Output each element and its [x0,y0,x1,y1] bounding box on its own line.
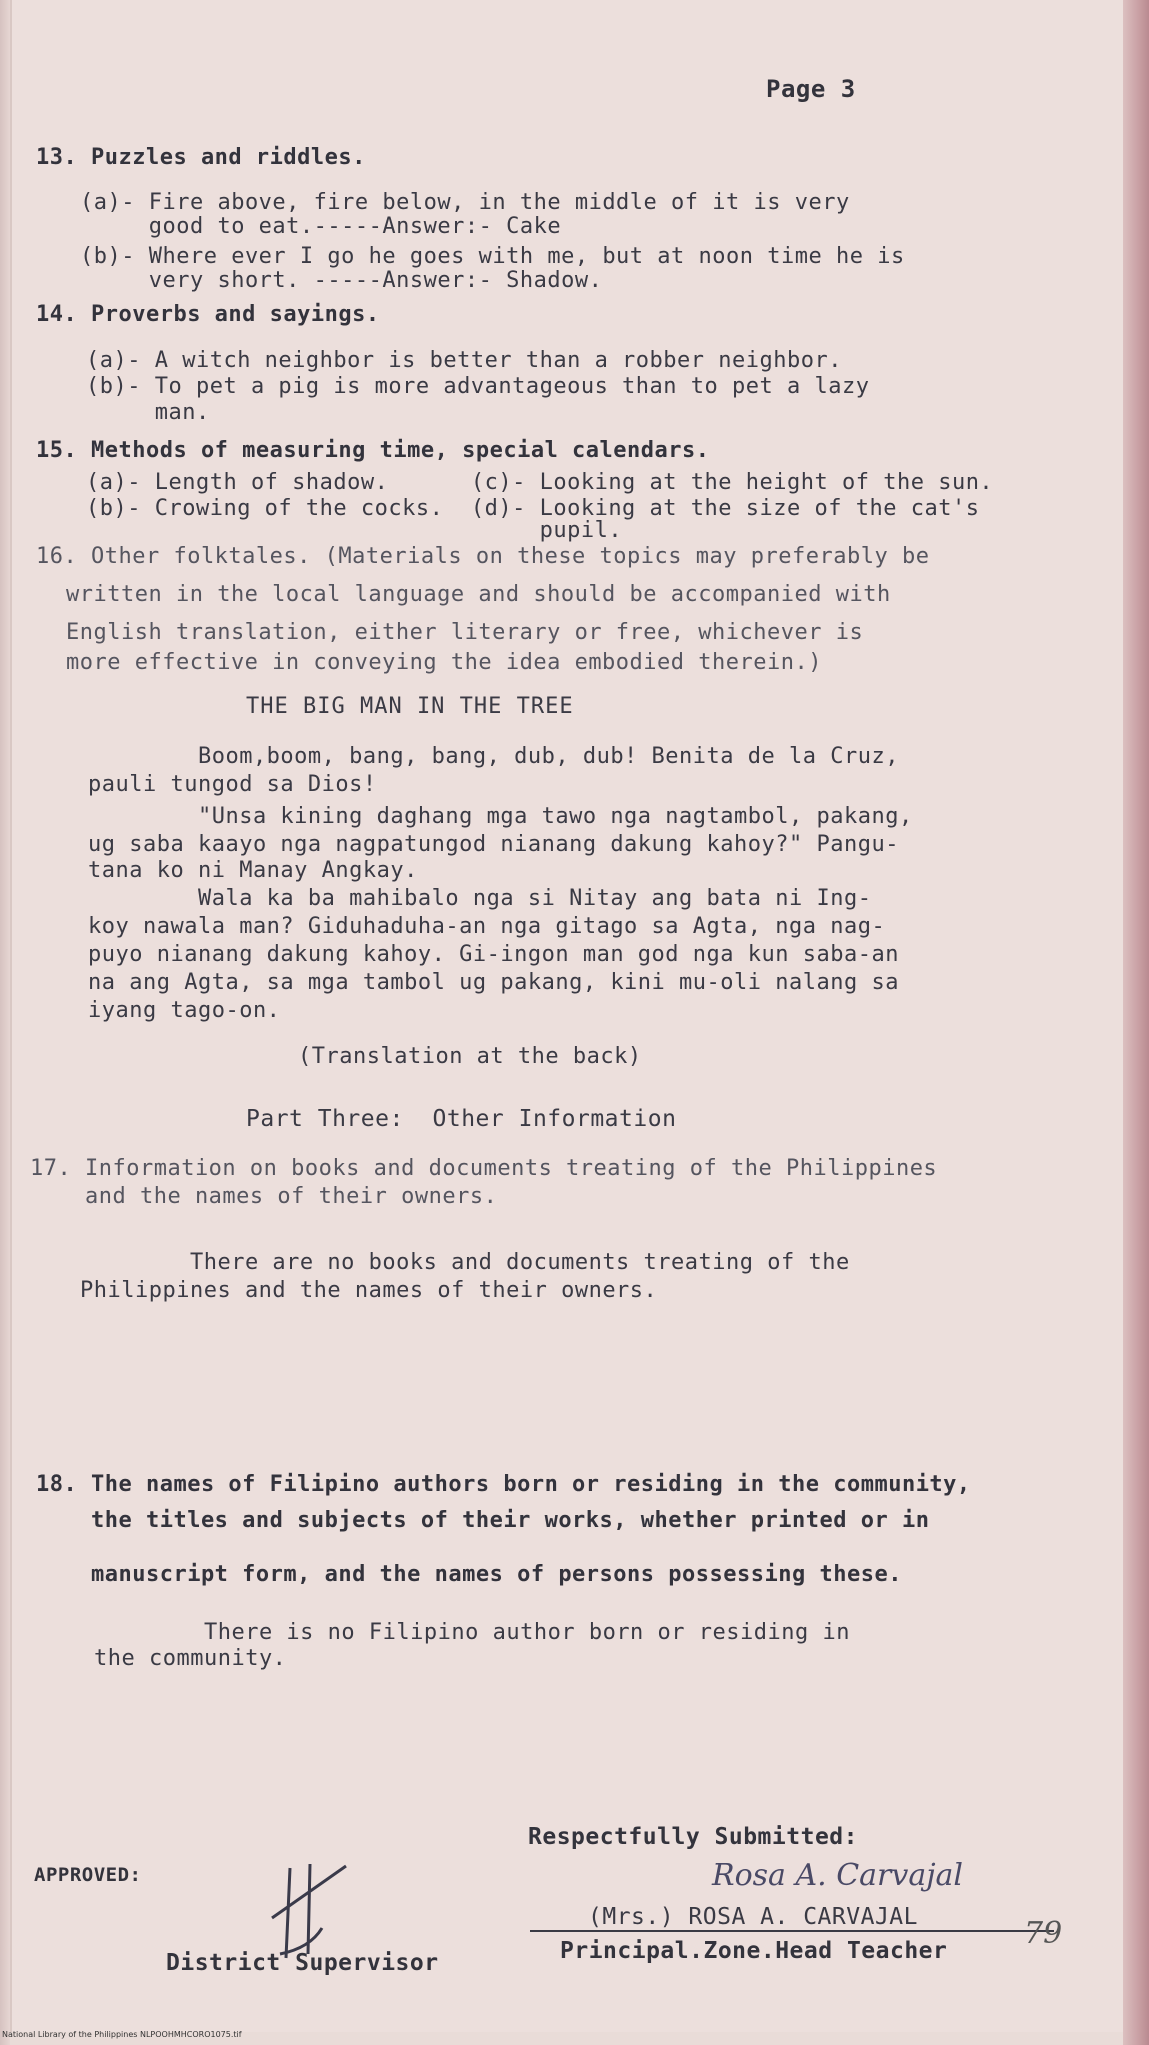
handwritten-page-number: 79 [1024,1916,1063,1951]
story-line: na ang Agta, sa mga tambol ug pakang, kini mu-oli nalang sa [88,970,899,995]
item15-line: (a)- Length of shadow. (c)- Looking at the height of the sun. [86,470,994,495]
story-line: pauli tungod sa Dios! [88,772,377,797]
story-line: puyo nianang dakung kahoy. Gi-ingon man god nga kun saba-an [88,942,899,967]
story-line: tana ko ni Manay Angkay. [88,858,418,883]
item13-line: (a)- Fire above, fire below, in the middle of it is very [80,190,850,215]
item15-heading: 15. Methods of measuring time, special calendars. [36,438,710,463]
item18-answer: the community. [94,1646,287,1671]
respectfully-submitted: Respectfully Submitted: [528,1824,858,1850]
approved-label: APPROVED: [34,1864,142,1886]
item14-line: (a)- A witch neighbor is better than a robber neighbor. [86,348,842,373]
signatory-name: (Mrs.) ROSA A. CARVAJAL [588,1904,918,1930]
story-line: iyang tago-on. [88,998,281,1023]
item18-answer: There is no Filipino author born or residing in [94,1620,850,1645]
item16-line: written in the local language and should be accompanied with [66,582,891,607]
story-line: Wala ka ba mahibalo nga si Nitay ang bata ni Ing- [88,886,872,911]
item17-answer: There are no books and documents treating of the [80,1250,850,1275]
item13-heading: 13. Puzzles and riddles. [36,145,366,170]
story-title: THE BIG MAN IN THE TREE [246,694,574,719]
story-line: "Unsa kining daghang mga tawo nga nagtambol, pakang, [88,804,913,829]
item16-line: 16. Other folktales. (Materials on these topics may preferably be [36,544,930,569]
item16-line: English translation, either literary or free, whichever is [66,620,864,645]
item13-line: (b)- Where ever I go he goes with me, but at noon time he is [80,244,905,269]
signature-line [530,1930,1054,1932]
story-line: ug saba kaayo nga nagpatungod nianang dakung kahoy?" Pangu- [88,832,899,857]
item14-line: (b)- To pet a pig is more advantageous than to pet a lazy [86,374,870,399]
page-label: Page 3 [766,75,856,103]
item15-line: pupil. [86,518,623,543]
paper-right-edge [1123,0,1149,2045]
item18-line: manuscript form, and the names of persons possessing these. [36,1562,902,1587]
handwritten-signature: Rosa A. Carvajal [712,1858,964,1893]
story-line: Boom,boom, bang, bang, dub, dub! Benita de la Cruz, [88,744,899,769]
part-three-heading: Part Three: Other Information [246,1106,677,1132]
district-supervisor-label: District Supervisor [166,1950,439,1976]
item16-line: more effective in conveying the idea embodied therein.) [66,650,822,675]
item13-line: good to eat.-----Answer:- Cake [80,214,562,239]
story-line: koy nawala man? Giduhaduha-an nga gitago sa Agta, nga nag- [88,914,886,939]
item13-line: very short. -----Answer:- Shadow. [80,268,603,293]
translation-note: (Translation at the back) [298,1044,642,1069]
item18-line: 18. The names of Filipino authors born or residing in the community, [36,1472,971,1497]
paper-left-edge [0,0,10,2045]
item14-heading: 14. Proverbs and sayings. [36,302,380,327]
item14-line: man. [86,400,210,425]
item17-line: 17. Information on books and documents treating of the Philippines [30,1156,938,1181]
archive-footer: National Library of the Philippines NLPOOHMHCORO1075.tif [2,2030,242,2039]
item18-line: the titles and subjects of their works, whether printed or in [36,1508,930,1533]
item15-line: (b)- Crowing of the cocks. (d)- Looking at the size of the cat's [86,496,980,521]
signatory-title: Principal.Zone.Head Teacher [560,1938,948,1964]
item17-answer: Philippines and the names of their owners. [80,1278,658,1303]
item17-line: and the names of their owners. [30,1184,498,1209]
